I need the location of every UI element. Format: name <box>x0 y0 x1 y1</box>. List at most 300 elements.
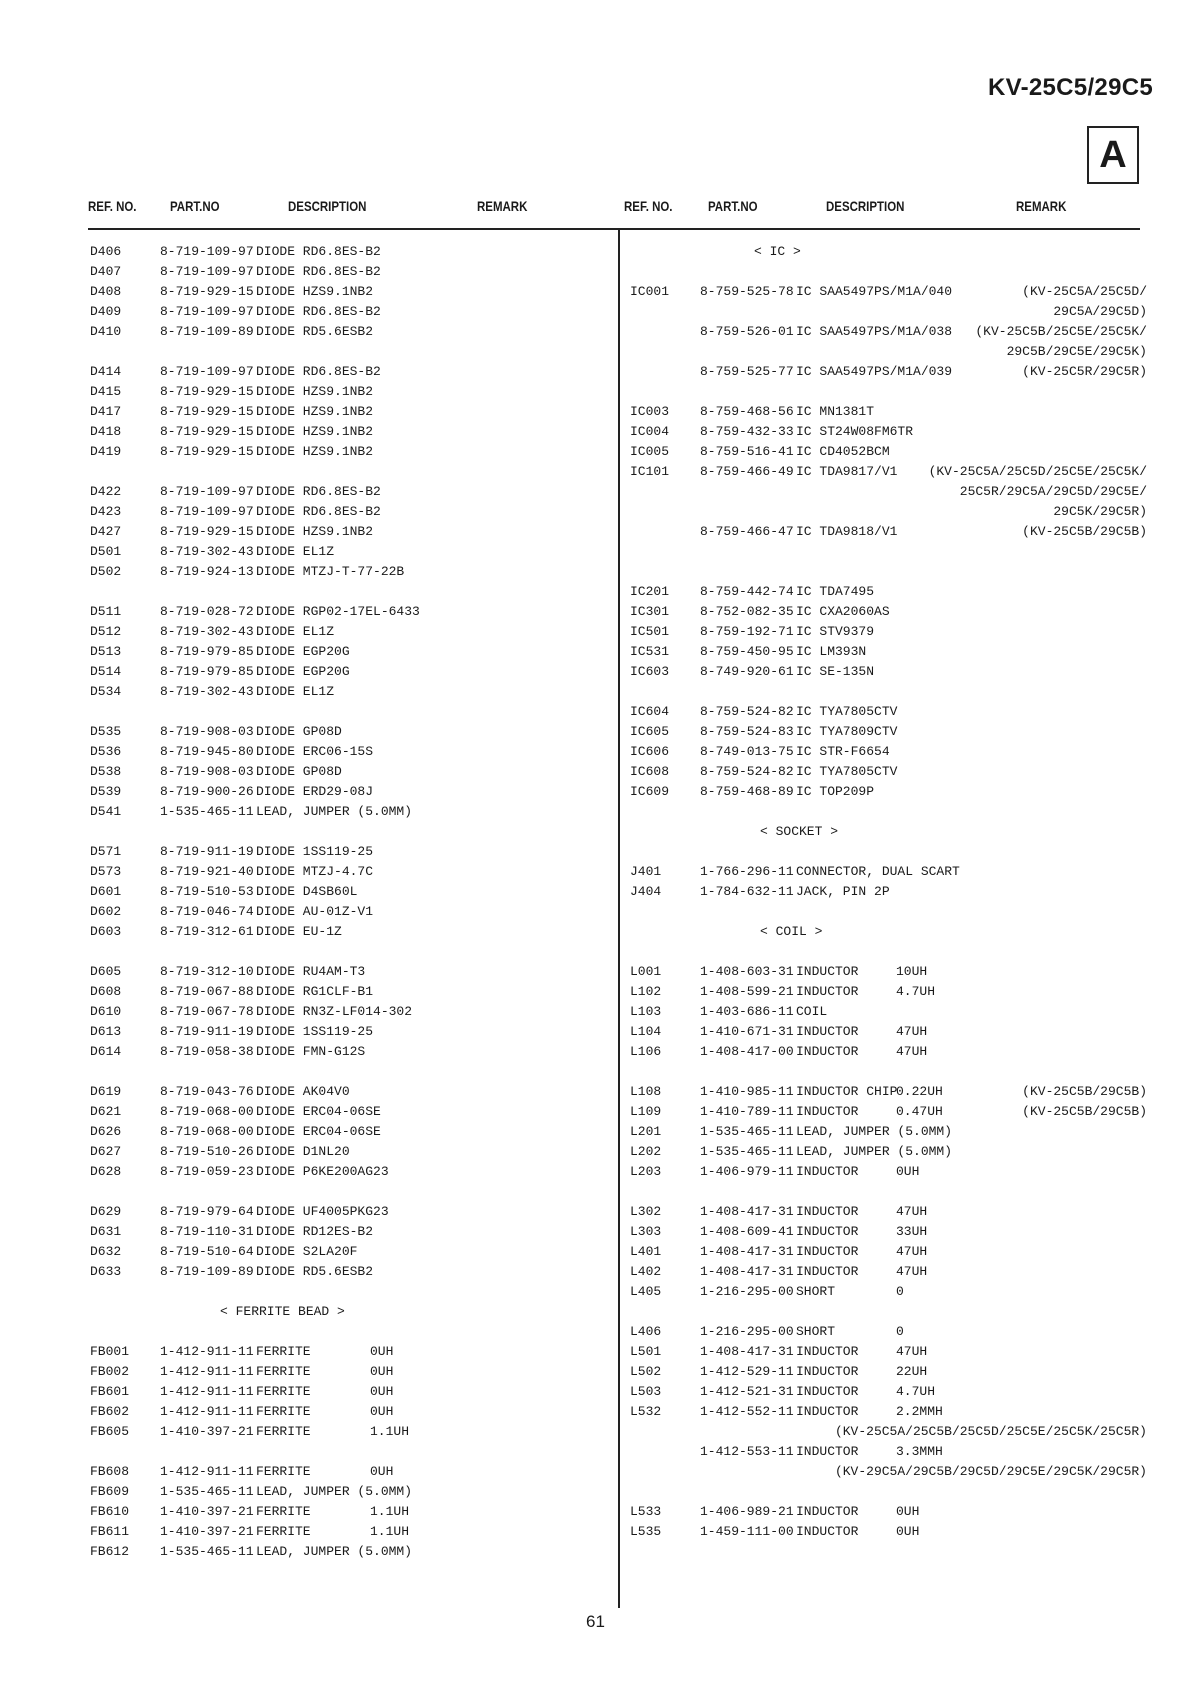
ref-no: D627 <box>90 1144 122 1159</box>
table-row <box>90 802 610 822</box>
ref-no: IC301 <box>630 604 670 619</box>
description: LEAD, JUMPER (5.0MM) <box>256 1484 413 1499</box>
description: INDUCTOR <box>796 1024 859 1039</box>
ref-no: L532 <box>630 1404 662 1419</box>
col-header-desc-right: DESCRIPTION <box>826 198 905 214</box>
ref-no: D409 <box>90 304 122 319</box>
part-no: 1-410-397-21 <box>160 1504 254 1519</box>
part-no: 1-410-397-21 <box>160 1424 254 1439</box>
part-no: 1-406-989-21 <box>700 1504 794 1519</box>
ref-no: FB605 <box>90 1424 130 1439</box>
table-row <box>90 982 610 1002</box>
description: IC ST24W08FM6TR <box>796 424 914 439</box>
ref-no: L401 <box>630 1244 662 1259</box>
part-no: 8-719-109-97 <box>160 304 254 319</box>
col-header-ref-left: REF. NO. <box>88 198 137 214</box>
ref-no: L202 <box>630 1144 662 1159</box>
ref-no: D626 <box>90 1124 122 1139</box>
left-parts-column <box>90 242 610 1562</box>
description: FERRITE <box>256 1524 311 1539</box>
part-no: 8-719-979-64 <box>160 1204 254 1219</box>
description: INDUCTOR <box>796 1224 859 1239</box>
description: JACK, PIN 2P <box>796 884 890 899</box>
part-no: 1-216-295-00 <box>700 1324 794 1339</box>
ref-no: IC501 <box>630 624 670 639</box>
description: SHORT <box>796 1284 836 1299</box>
ref-no: D414 <box>90 364 122 379</box>
description: FERRITE <box>256 1504 311 1519</box>
ref-no: IC609 <box>630 784 670 799</box>
row-gap <box>90 822 610 842</box>
table-row <box>630 882 1175 902</box>
description: IC CXA2060AS <box>796 604 890 619</box>
table-row <box>90 562 610 582</box>
remark: 29C5K/29C5R) <box>1053 504 1147 519</box>
part-no: 8-719-510-53 <box>160 884 254 899</box>
table-row <box>90 322 610 342</box>
ref-no: D417 <box>90 404 122 419</box>
table-row <box>90 842 610 862</box>
table-row <box>630 642 1175 662</box>
table-row <box>630 662 1175 682</box>
ref-no: J401 <box>630 864 662 879</box>
part-no: 8-749-920-61 <box>700 664 794 679</box>
description: DIODE EL1Z <box>256 544 335 559</box>
table-row <box>630 982 1175 1002</box>
value: 0.47UH <box>896 1104 943 1119</box>
table-row <box>630 722 1175 742</box>
part-no: 8-719-109-97 <box>160 504 254 519</box>
table-row <box>630 1042 1175 1062</box>
description: DIODE D1NL20 <box>256 1144 350 1159</box>
section-label-box: A <box>1087 126 1139 184</box>
part-no: 8-719-929-15 <box>160 424 254 439</box>
remark: (KV-25C5A/25C5B/25C5D/25C5E/25C5K/25C5R) <box>834 1424 1147 1439</box>
part-no: 1-406-979-11 <box>700 1164 794 1179</box>
table-row <box>90 1382 610 1402</box>
table-row <box>630 322 1175 342</box>
ref-no: FB612 <box>90 1544 130 1559</box>
description: DIODE EU-1Z <box>256 924 342 939</box>
part-no: 1-535-465-11 <box>160 804 254 819</box>
table-row <box>90 1122 610 1142</box>
part-no: 8-719-921-40 <box>160 864 254 879</box>
part-no: 8-719-059-23 <box>160 1164 254 1179</box>
table-row <box>630 742 1175 762</box>
row-gap <box>630 902 1175 922</box>
ref-no: D608 <box>90 984 122 999</box>
description: DIODE RD6.8ES-B2 <box>256 244 381 259</box>
part-no: 8-719-900-26 <box>160 784 254 799</box>
row-gap <box>90 1322 610 1342</box>
part-no: 8-719-911-19 <box>160 844 254 859</box>
ref-no: D610 <box>90 1004 122 1019</box>
part-no: 1-766-296-11 <box>700 864 794 879</box>
description: FERRITE <box>256 1344 311 1359</box>
part-no: 8-719-302-43 <box>160 544 254 559</box>
part-no: 1-535-465-11 <box>700 1144 794 1159</box>
part-no: 8-719-068-00 <box>160 1124 254 1139</box>
table-row <box>630 1122 1175 1142</box>
part-no: 8-719-979-85 <box>160 664 254 679</box>
description: IC LM393N <box>796 644 867 659</box>
table-row <box>630 1502 1175 1522</box>
ref-no: D603 <box>90 924 122 939</box>
table-row <box>90 422 610 442</box>
ref-no: D539 <box>90 784 122 799</box>
description: INDUCTOR CHIP <box>796 1084 898 1099</box>
ref-no: D571 <box>90 844 122 859</box>
ref-no: L102 <box>630 984 662 999</box>
ref-no: L201 <box>630 1124 662 1139</box>
description: IC TDA9818/V1 <box>796 524 898 539</box>
part-no: 1-408-417-31 <box>700 1264 794 1279</box>
ref-no: IC604 <box>630 704 670 719</box>
value: 0UH <box>370 1364 394 1379</box>
part-no: 8-719-028-72 <box>160 604 254 619</box>
page-number: 61 <box>586 1612 605 1631</box>
part-no: 8-759-526-01 <box>700 324 794 339</box>
part-no: 8-719-312-10 <box>160 964 254 979</box>
value: 22UH <box>896 1364 928 1379</box>
description: DIODE RD6.8ES-B2 <box>256 304 381 319</box>
ref-no: L103 <box>630 1004 662 1019</box>
description: DIODE EL1Z <box>256 624 335 639</box>
ref-no: D410 <box>90 324 122 339</box>
table-row <box>630 302 1175 322</box>
description: IC TDA7495 <box>796 584 875 599</box>
part-no: 8-719-924-13 <box>160 564 254 579</box>
row-gap <box>90 342 610 362</box>
ref-no: L503 <box>630 1384 662 1399</box>
table-row <box>630 1362 1175 1382</box>
value: 0UH <box>896 1164 920 1179</box>
part-no: 1-403-686-11 <box>700 1004 794 1019</box>
description: FERRITE <box>256 1464 311 1479</box>
description: DIODE RD12ES-B2 <box>256 1224 374 1239</box>
part-no: 1-412-911-11 <box>160 1404 254 1419</box>
ref-no: D423 <box>90 504 122 519</box>
part-no: 1-412-521-31 <box>700 1384 794 1399</box>
table-row <box>630 582 1175 602</box>
ref-no: D631 <box>90 1224 122 1239</box>
part-no: 1-410-671-31 <box>700 1024 794 1039</box>
value: 0UH <box>370 1384 394 1399</box>
table-row <box>630 1002 1175 1022</box>
description: DIODE ERC06-15S <box>256 744 374 759</box>
section-title: < COIL > <box>760 924 823 939</box>
table-row <box>90 1002 610 1022</box>
part-no: 1-408-417-31 <box>700 1244 794 1259</box>
part-no: 8-719-067-88 <box>160 984 254 999</box>
part-no: 1-784-632-11 <box>700 884 794 899</box>
description: INDUCTOR <box>796 1344 859 1359</box>
part-no: 8-759-525-78 <box>700 284 794 299</box>
ref-no: L406 <box>630 1324 662 1339</box>
ref-no: IC003 <box>630 404 670 419</box>
table-row <box>90 1402 610 1422</box>
table-row <box>630 342 1175 362</box>
description: FERRITE <box>256 1364 311 1379</box>
description: INDUCTOR <box>796 1104 859 1119</box>
table-row <box>630 482 1175 502</box>
description: DIODE D4SB60L <box>256 884 358 899</box>
description: DIODE HZS9.1NB2 <box>256 444 374 459</box>
part-no: 1-412-529-11 <box>700 1364 794 1379</box>
row-gap <box>630 1482 1175 1502</box>
description: DIODE HZS9.1NB2 <box>256 404 374 419</box>
value: 10UH <box>896 964 928 979</box>
table-row <box>630 1342 1175 1362</box>
ref-no: L108 <box>630 1084 662 1099</box>
table-row <box>90 1482 610 1502</box>
description: IC MN1381T <box>796 404 875 419</box>
description: DIODE RN3Z-LF014-302 <box>256 1004 413 1019</box>
table-row <box>90 442 610 462</box>
remark: (KV-25C5B/29C5B) <box>1022 524 1147 539</box>
ref-no: L533 <box>630 1504 662 1519</box>
table-row <box>90 1522 610 1542</box>
part-no: 1-410-985-11 <box>700 1084 794 1099</box>
ref-no: L106 <box>630 1044 662 1059</box>
ref-no: L501 <box>630 1344 662 1359</box>
table-row <box>630 1462 1175 1482</box>
part-no: 8-759-516-41 <box>700 444 794 459</box>
row-gap <box>630 1182 1175 1202</box>
description: INDUCTOR <box>796 1204 859 1219</box>
part-no: 1-410-397-21 <box>160 1524 254 1539</box>
description: IC TYA7805CTV <box>796 704 898 719</box>
ref-no: L405 <box>630 1284 662 1299</box>
description: DIODE P6KE200AG23 <box>256 1164 389 1179</box>
part-no: 1-408-599-21 <box>700 984 794 999</box>
table-row <box>90 1502 610 1522</box>
table-row <box>630 402 1175 422</box>
row-gap <box>630 1062 1175 1082</box>
part-no: 8-719-109-89 <box>160 324 254 339</box>
value: 0 <box>896 1284 904 1299</box>
description: DIODE RD6.8ES-B2 <box>256 504 381 519</box>
table-row <box>90 962 610 982</box>
ref-no: D502 <box>90 564 122 579</box>
part-no: 1-408-609-41 <box>700 1224 794 1239</box>
table-row <box>90 742 610 762</box>
table-row <box>630 1402 1175 1422</box>
ref-no: IC531 <box>630 644 670 659</box>
part-no: 8-719-302-43 <box>160 684 254 699</box>
table-row <box>630 1262 1175 1282</box>
table-row <box>630 522 1175 542</box>
table-row <box>90 1162 610 1182</box>
part-no: 1-412-553-11 <box>700 1444 794 1459</box>
part-no: 8-759-466-47 <box>700 524 794 539</box>
table-row <box>90 1042 610 1062</box>
part-no: 8-749-013-75 <box>700 744 794 759</box>
table-row <box>90 522 610 542</box>
part-no: 1-459-111-00 <box>700 1524 794 1539</box>
ref-no: D535 <box>90 724 122 739</box>
part-no: 1-408-417-31 <box>700 1344 794 1359</box>
part-no: 8-719-908-03 <box>160 764 254 779</box>
part-no: 8-719-058-38 <box>160 1044 254 1059</box>
table-row <box>630 1322 1175 1342</box>
table-row <box>630 1102 1175 1122</box>
part-no: 1-408-417-31 <box>700 1204 794 1219</box>
table-row <box>90 1082 610 1102</box>
description: DIODE 1SS119-25 <box>256 844 374 859</box>
ref-no: D511 <box>90 604 122 619</box>
part-no: 8-759-432-33 <box>700 424 794 439</box>
table-row <box>630 362 1175 382</box>
part-no: 8-719-046-74 <box>160 904 254 919</box>
description: DIODE AU-01Z-V1 <box>256 904 374 919</box>
table-row <box>90 242 610 262</box>
header-rule <box>88 228 1140 230</box>
ref-no: IC201 <box>630 584 670 599</box>
table-row <box>630 1442 1175 1462</box>
ref-no: IC001 <box>630 284 670 299</box>
ref-no: D427 <box>90 524 122 539</box>
ref-no: D601 <box>90 884 122 899</box>
ref-no: D536 <box>90 744 122 759</box>
ref-no: L303 <box>630 1224 662 1239</box>
value: 1.1UH <box>370 1424 410 1439</box>
table-row <box>90 722 610 742</box>
description: FERRITE <box>256 1404 311 1419</box>
table-row <box>90 642 610 662</box>
col-header-remark-right: REMARK <box>1016 198 1067 214</box>
value: 47UH <box>896 1344 928 1359</box>
part-no: 8-719-043-76 <box>160 1084 254 1099</box>
description: DIODE UF4005PKG23 <box>256 1204 389 1219</box>
table-row <box>90 662 610 682</box>
description: DIODE MTZJ-4.7C <box>256 864 374 879</box>
row-gap <box>630 842 1175 862</box>
description: INDUCTOR <box>796 1264 859 1279</box>
value: 47UH <box>896 1024 928 1039</box>
value: 3.3MMH <box>896 1444 943 1459</box>
ref-no: D541 <box>90 804 122 819</box>
ref-no: FB610 <box>90 1504 130 1519</box>
description: DIODE S2LA20F <box>256 1244 358 1259</box>
col-header-part-right: PART.NO <box>708 198 758 214</box>
table-row <box>630 1382 1175 1402</box>
table-row <box>630 1242 1175 1262</box>
part-no: 1-412-911-11 <box>160 1464 254 1479</box>
description: IC STV9379 <box>796 624 875 639</box>
ref-no: L502 <box>630 1364 662 1379</box>
ref-no: D621 <box>90 1104 122 1119</box>
description: FERRITE <box>256 1384 311 1399</box>
col-header-desc-left: DESCRIPTION <box>288 198 367 214</box>
part-no: 8-719-110-31 <box>160 1224 254 1239</box>
value: 47UH <box>896 1244 928 1259</box>
description: DIODE AK04V0 <box>256 1084 350 1099</box>
description: COIL <box>796 1004 828 1019</box>
value: 4.7UH <box>896 1384 936 1399</box>
table-row <box>90 922 610 942</box>
description: DIODE GP08D <box>256 764 342 779</box>
ref-no: D501 <box>90 544 122 559</box>
description: DIODE HZS9.1NB2 <box>256 524 374 539</box>
description: INDUCTOR <box>796 984 859 999</box>
part-no: 8-752-082-35 <box>700 604 794 619</box>
remark: (KV-25C5B/29C5B) <box>1022 1104 1147 1119</box>
ref-no: FB609 <box>90 1484 130 1499</box>
part-no: 8-719-109-97 <box>160 244 254 259</box>
table-row <box>630 442 1175 462</box>
table-row <box>630 602 1175 622</box>
ref-no: IC004 <box>630 424 670 439</box>
table-row <box>630 502 1175 522</box>
ref-no: FB002 <box>90 1364 130 1379</box>
table-row <box>630 782 1175 802</box>
model-title: KV-25C5/29C5 <box>987 74 1153 101</box>
ref-no: L302 <box>630 1204 662 1219</box>
ref-no: D629 <box>90 1204 122 1219</box>
part-no: 8-719-068-00 <box>160 1104 254 1119</box>
table-row <box>90 1142 610 1162</box>
col-header-ref-right: REF. NO. <box>624 198 673 214</box>
part-no: 8-719-929-15 <box>160 404 254 419</box>
table-row <box>630 1422 1175 1442</box>
ref-no: FB611 <box>90 1524 130 1539</box>
value: 0UH <box>896 1524 920 1539</box>
description: INDUCTOR <box>796 1364 859 1379</box>
table-row <box>630 1022 1175 1042</box>
part-no: 8-719-929-15 <box>160 384 254 399</box>
ref-no: L203 <box>630 1164 662 1179</box>
part-no: 1-412-911-11 <box>160 1344 254 1359</box>
part-no: 8-759-524-82 <box>700 704 794 719</box>
description: INDUCTOR <box>796 1404 859 1419</box>
description: DIODE HZS9.1NB2 <box>256 384 374 399</box>
row-gap <box>630 382 1175 402</box>
row-gap <box>90 462 610 482</box>
part-no: 1-535-465-11 <box>700 1124 794 1139</box>
description: DIODE FMN-G12S <box>256 1044 366 1059</box>
remark: 25C5R/29C5A/29C5D/29C5E/ <box>959 484 1147 499</box>
ref-no: IC605 <box>630 724 670 739</box>
table-row <box>90 542 610 562</box>
value: 1.1UH <box>370 1524 410 1539</box>
ref-no: D633 <box>90 1264 122 1279</box>
description: DIODE RU4AM-T3 <box>256 964 366 979</box>
row-gap <box>90 702 610 722</box>
description: INDUCTOR <box>796 1164 859 1179</box>
column-divider <box>618 230 620 1608</box>
description: IC TOP209P <box>796 784 875 799</box>
description: SHORT <box>796 1324 836 1339</box>
description: INDUCTOR <box>796 1384 859 1399</box>
ref-no: D418 <box>90 424 122 439</box>
table-row <box>630 702 1175 722</box>
table-row <box>90 1542 610 1562</box>
ref-no: J404 <box>630 884 662 899</box>
part-no: 8-759-524-83 <box>700 724 794 739</box>
ref-no: D573 <box>90 864 122 879</box>
row-gap <box>90 1182 610 1202</box>
description: IC CD4052BCM <box>796 444 890 459</box>
remark: (KV-25C5A/25C5D/25C5E/25C5K/ <box>928 464 1147 479</box>
table-row <box>630 762 1175 782</box>
description: DIODE EL1Z <box>256 684 335 699</box>
ref-no: IC608 <box>630 764 670 779</box>
part-no: 8-719-510-26 <box>160 1144 254 1159</box>
ref-no: D605 <box>90 964 122 979</box>
ref-no: D619 <box>90 1084 122 1099</box>
section-title: < IC > <box>754 244 801 259</box>
